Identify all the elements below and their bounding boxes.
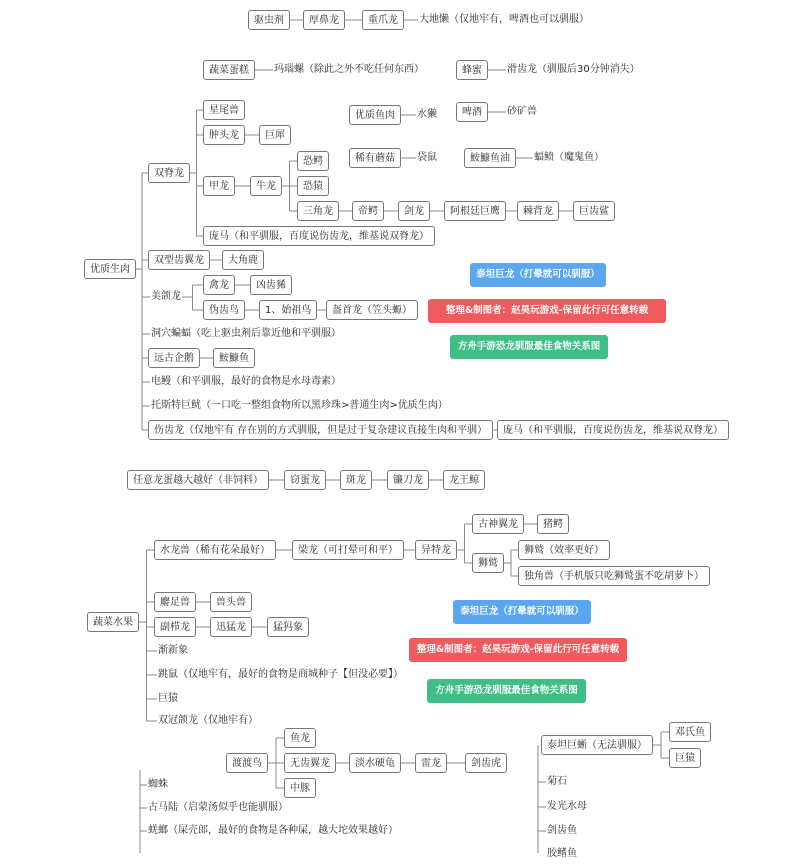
banner-credit-1: 整理&制图者：赵昊玩游戏-保留此行可任意转载 (428, 299, 666, 323)
node-shuangxingchilong: 双型齿翼龙 (148, 250, 210, 270)
node-jianxinxiang: 渐新象 (158, 645, 188, 656)
node-kongyuan: 恐猿 (297, 176, 329, 196)
node-dianman: 电鳗（和平驯服，最好的食物是水母毒素） (151, 376, 341, 387)
node-xiyoumogu: 稀有蘑菇 (349, 148, 401, 168)
node-shakuangshou: 砂矿兽 (507, 106, 537, 117)
node-quchuji: 驱虫剂 (248, 10, 290, 30)
node-niulong: 牛龙 (250, 176, 282, 196)
node-ranmanyuyou: 鮟鱇鱼油 (464, 148, 516, 168)
node-shizuniao: 1、始祖鸟 (259, 300, 317, 320)
node-pimian: 盔首龙（笠头螈） (326, 300, 418, 320)
node-huachilong: 滑齿龙（驯服后30分钟消失） (507, 64, 640, 75)
node-yulong: 鱼龙 (284, 728, 316, 748)
node-shuita: 水獭 (417, 109, 437, 120)
node-agentinajuying: 阿根廷巨鹰 (444, 201, 506, 221)
node-qiedanlong: 窃蛋龙 (284, 470, 326, 490)
node-mengmaxiang: 猛犸象 (267, 617, 309, 637)
node-houbilong: 厚鼻龙 (303, 10, 345, 30)
node-zhongtoulong: 肿头龙 (203, 125, 245, 145)
node-shijiu: 狮鹫 (472, 553, 504, 573)
node-qinlong: 禽龙 (203, 275, 235, 295)
node-pangma: 庞马（和平驯服，百度说伤齿龙，维基说双脊龙） (203, 226, 435, 246)
node-jianchiyu: 剑齿鱼 (547, 825, 577, 836)
banner-titan-2: 泰坦巨龙（打晕就可以驯服） (453, 600, 591, 624)
node-zhizhu: 蜘蛛 (148, 779, 168, 790)
node-danshuigui: 淡水硬龟 (349, 753, 401, 773)
node-zhongbao: 中豚 (284, 778, 316, 798)
node-shucaidangao: 蔬菜蛋糕 (203, 60, 255, 80)
node-lianlong: 镰刀龙 (387, 470, 429, 490)
node-tuosiwei: 托斯特巨鱿（一口吃一整组食物所以黑珍珠>普通生肉>优质生肉） (151, 400, 448, 411)
node-tiaoshu: 跳鼠（仅地牢有，最好的食物是商城种子【但没必要】） (158, 669, 403, 680)
node-shuangjianlong: 双冠颌龙（仅地牢有） (158, 715, 258, 726)
node-shuangjilong: 双脊龙 (148, 163, 190, 183)
node-juxi: 巨犀 (259, 125, 291, 145)
node-xunmenglong: 迅猛龙 (210, 617, 252, 637)
node-jushi: 菊石 (547, 776, 567, 787)
node-weichiniao: 伪齿鸟 (203, 300, 245, 320)
node-dengshiyu: 邓氏鱼 (669, 722, 711, 742)
node-dujiaoshou: 独角兽（手机版只吃狮鹫蛋不吃胡萝卜） (518, 566, 710, 586)
node-dajiaolu: 大角鹿 (222, 250, 264, 270)
node-taitanjuxi: 泰坦巨蜥（无法驯服） (541, 735, 653, 755)
node-meihaolong: 美颌龙 (151, 291, 181, 302)
node-dadilan: 大地懒（仅地牢有，啤酒也可以驯服） (419, 14, 589, 25)
node-jibeilong: 棘背龙 (517, 201, 559, 221)
node-shangchilong: 伤齿龙（仅地牢有 存在别的方式驯服，但是过于复杂建议直接生肉和平驯） (148, 420, 493, 440)
node-yuanguqie: 远古企鹅 (148, 348, 200, 368)
node-sanjiaolong: 三角龙 (297, 201, 339, 221)
node-leilong: 雷龙 (415, 753, 447, 773)
node-gushenyilong: 古神翼龙 (472, 514, 524, 534)
node-jianchihu: 剑齿虎 (465, 753, 507, 773)
node-yitelong: 异特龙 (415, 540, 457, 560)
node-shuilongshou: 水龙兽（稀有花朵最好） (154, 540, 276, 560)
node-xingweishou: 星尾兽 (203, 100, 245, 120)
node-kongjue: 恐鳄 (297, 151, 329, 171)
node-juyuan2: 巨猿 (669, 748, 701, 768)
banner-title-1: 方舟手游恐龙驯服最佳食物关系图 (450, 335, 608, 359)
node-egg-root: 任意龙蛋越大越好（非饲料） (127, 470, 269, 490)
node-juyuan: 巨猿 (158, 693, 178, 704)
node-ranmanyu: 鮟鱇鱼 (213, 348, 255, 368)
node-shijiu2: 狮鹫（效率更好） (518, 540, 610, 560)
node-fuyi: 蝠鲼（魔鬼鱼） (534, 152, 604, 163)
banner-titan-1: 泰坦巨龙（打晕就可以驯服） (470, 263, 606, 287)
node-faguangshuimu: 发光水母 (547, 801, 587, 812)
node-jialong: 甲龙 (203, 176, 235, 196)
banner-title-2: 方舟手游恐龙驯服最佳食物关系图 (427, 679, 586, 703)
node-pangma2: 庞马（和平驯服，百度说伤齿龙，维基说双脊龙） (497, 420, 729, 440)
node-dudoniao: 渡渡鸟 (226, 753, 268, 773)
node-jianlong: 剑龙 (398, 201, 430, 221)
node-daishu: 袋鼠 (417, 152, 437, 163)
node-diji: 帝鳄 (352, 201, 384, 221)
node-shoutoushou: 兽头兽 (210, 592, 252, 612)
node-longwangjing: 龙王鲸 (443, 470, 485, 490)
node-fulilong: 副栉龙 (154, 617, 196, 637)
node-fengmi: 蜂蜜 (456, 60, 488, 80)
node-wuchiyilong: 无齿翼龙 (284, 753, 336, 773)
node-zhonglong: 重爪龙 (362, 10, 404, 30)
node-manaoluo: 玛瑙螺（除此之外不吃任何东西） (274, 64, 424, 75)
node-dongxuebianfu: 洞穴蝙蝠（吃上驱虫剂后靠近他和平驯服） (151, 328, 341, 339)
node-qiangliang: 蜣螂（屎壳郎，最好的食物是各种屎，越大坨效果越好） (148, 825, 398, 836)
node-lianglong: 梁龙（可打晕可和平） (292, 540, 404, 560)
node-jiaobiyu: 胶鳍鱼 (547, 848, 577, 859)
node-juchisha: 巨齿鲨 (573, 201, 615, 221)
banner-credit-2: 整理&制图者：赵昊玩游戏-保留此行可任意转载 (409, 638, 627, 662)
node-meat-root: 优质生肉 (84, 259, 136, 279)
node-zhue: 猪鳄 (537, 514, 569, 534)
node-veg-root: 蔬菜水果 (87, 612, 139, 632)
node-shezushou: 麝足兽 (154, 592, 196, 612)
node-xiongchixi: 凶齿豨 (250, 275, 292, 295)
node-gumaling: 古马陆（启蒙汤似乎也能驯服） (148, 802, 288, 813)
node-banlong: 斑龙 (340, 470, 372, 490)
node-pijiu: 啤酒 (456, 102, 488, 122)
node-youzhiyurou: 优质鱼肉 (349, 105, 401, 125)
